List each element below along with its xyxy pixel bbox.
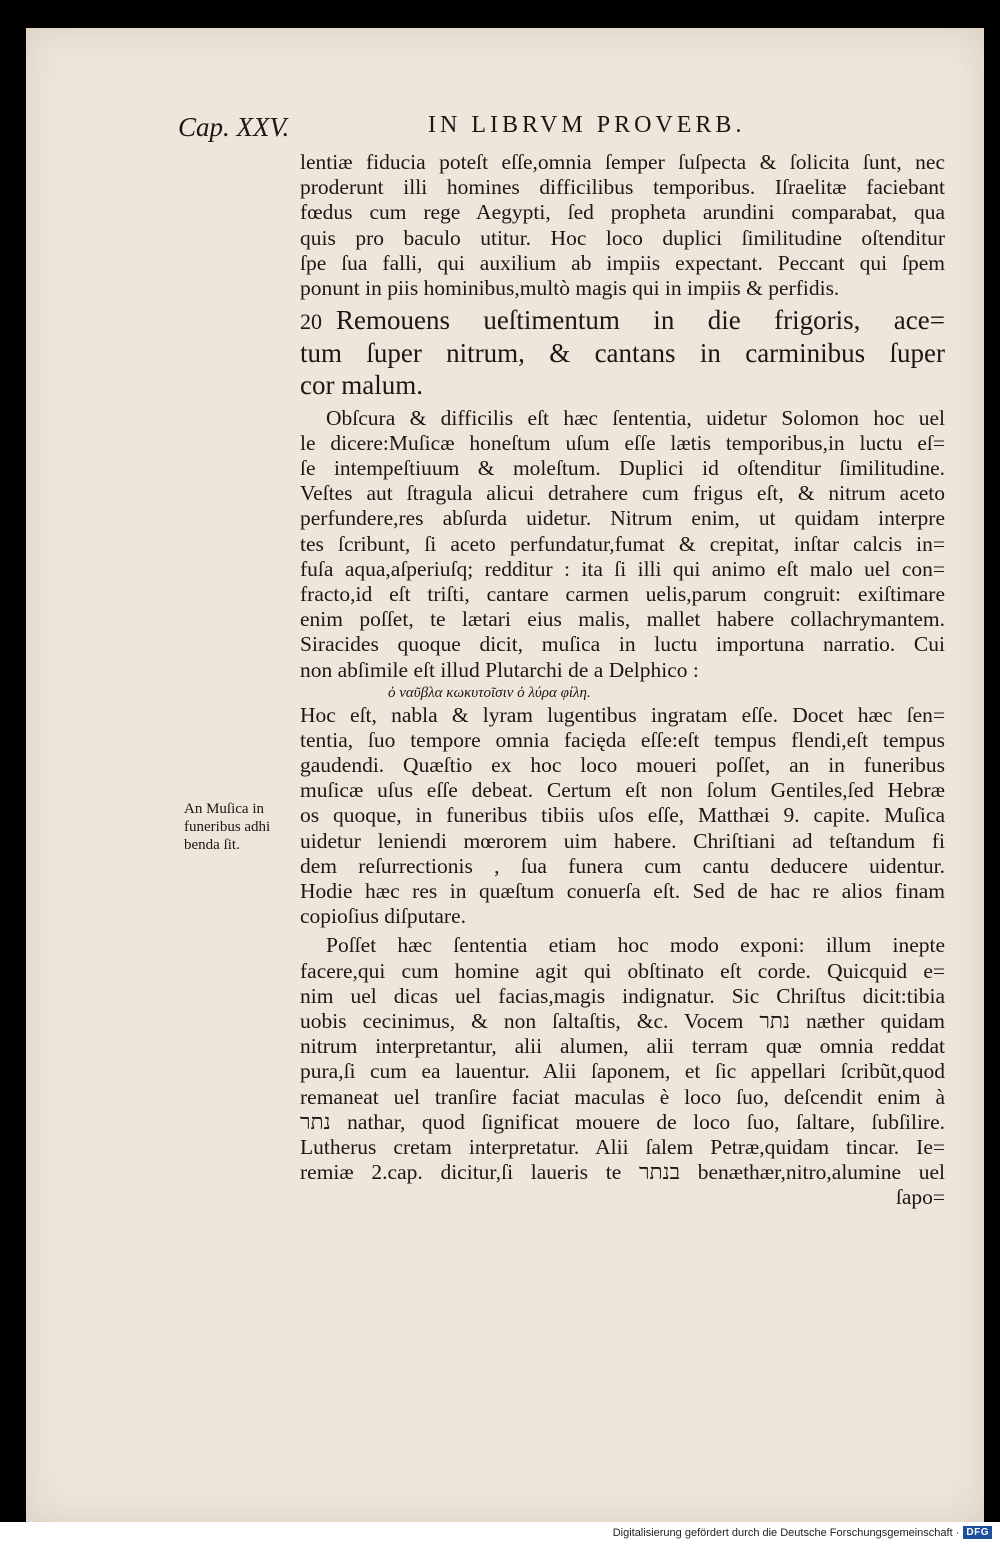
text-line: lentiæ fiducia poteſt eſſe,omnia ſemper ſuſpecta & ſolicita ſunt, nec	[300, 150, 945, 174]
text-line: non abſimile eſt illud Plutarchi de a Delphico :	[300, 657, 699, 682]
text-line: ſpe ſua falli, qui auxilium ab impiis expectant. Peccant qui ſpem	[300, 250, 945, 275]
text-line: quis pro baculo utitur. Hoc loco duplici ſimilitudine oſtenditur	[300, 225, 945, 250]
marginal-line: benda ſit.	[184, 837, 240, 853]
text-line: remiæ 2.cap. dicitur,ſi laueris te בנתר benæthær,nitro,alumine uel	[300, 1160, 946, 1185]
text-line: nim uel dicas uel facias,magis indignatur. Sic Chriſtus dicit:tibia	[300, 983, 945, 1008]
text-line: נתר nathar, quod ſignificat mouere de loco ſuo, ſaltare, ſubſilire.	[300, 1109, 945, 1134]
text-line: Obſcura & difficilis eſt hæc ſententia, uidetur Solomon hoc uel	[326, 405, 945, 430]
marginal-line: funeribus adhi	[184, 819, 271, 835]
text-line: ponunt in piis hominibus,multò magis qui in impiis & perfidis.	[300, 275, 840, 300]
paragraph-4	[300, 933, 945, 1210]
text-line: Siracides quoque dicit, muſica in luctu importuna narratio. Cui	[300, 632, 945, 657]
text-line: Hodie hæc res in quæſtum conuerſa eſt. Sed de hac re alios finam	[300, 879, 945, 903]
text-line: uidetur leniendi mœrorem uim habere. Chriſtiani ad teſtandum fi	[300, 828, 945, 853]
text-line: le dicere:Muſicæ honeſtum uſum eſſe lætis temporibus,in luctu eſ=	[300, 430, 945, 455]
text-line: Hoc eſt, nabla & lyram lugentibus ingratam eſſe. Docet hæc ſen=	[300, 702, 945, 727]
text-line: remaneat uel tranſire faciat maculas è loco ſuo, deſcendit enim à	[300, 1084, 945, 1109]
text-line: copioſius diſputare.	[300, 904, 466, 929]
running-head	[178, 112, 828, 152]
text-line: dem reſurrectionis , ſua funera cum cantu deducere uidentur.	[300, 853, 945, 878]
text-line: pura,ſi cum ea lauentur. Alii ſaponem, et ſic appellari ſcribũt,quod	[300, 1059, 945, 1084]
text-line: proderunt illi homines difficilibus temporibus. Iſraelitæ faciebant	[300, 175, 945, 200]
verse-number: 20	[300, 309, 322, 335]
verse-line	[300, 304, 945, 337]
text-line: facere,qui cum homine agit qui obſtinato eſt corde. Quicquid e=	[300, 958, 945, 983]
text-line: ſe intempeſtiuum & moleſtum. Duplici id oſtenditur ſimilitudine.	[300, 456, 945, 480]
text-line: Poſſet hæc ſententia etiam hoc modo exponi: illum inepte	[326, 933, 945, 958]
verse-text: Remouens ueſtimentum in die frigoris, ace=	[336, 305, 945, 336]
verse-line: cor malum.	[300, 370, 423, 401]
marginal-note	[184, 800, 299, 854]
footer-credit: Digitalisierung gefördert durch die Deutsche Forschungsgemeinschaft	[612, 1526, 953, 1539]
chapter-label: Cap. XXV.	[178, 112, 290, 142]
text-line: os quoque, in funeribus tibiis uſos eſſe, Matthæi 9. capite. Muſica	[300, 803, 945, 828]
text-line: muſicæ uſus eſſe debeat. Certum eſt non ſolum Gentiles,ſed Hebræ	[300, 778, 945, 803]
verse-line: tum ſuper nitrum, & cantans in carminibus ſuper	[300, 337, 945, 368]
text-line: nitrum interpretantur, alii alumen, alii terram quæ omnia reddat	[300, 1034, 945, 1059]
text-line: fuſa aqua,aſperiuſq; redditur : ita ſi illi qui animo eſt malo uel con=	[300, 556, 945, 581]
verse-20	[300, 304, 945, 402]
paragraph-2	[300, 406, 945, 683]
text-line: tentia, ſuo tempore omnia facięda eſſe:eſt tempus flendi,eſt tempus	[300, 727, 945, 752]
text-line: uobis cecinimus, & non ſaltaſtis, &c. Vocem נתר næther quidam	[300, 1008, 945, 1033]
marginal-line: An Muſica in	[184, 801, 264, 817]
text-line: perfundere,res abſurda uidetur. Nitrum enim, ut quidam interpre	[300, 506, 945, 531]
text-line: Veſtes aut ſtragula alicui detrahere cum frigus eſt, & nitrum aceto	[300, 481, 945, 506]
paragraph-1	[300, 150, 945, 301]
text-line: Lutherus cretam interpretatur. Alii ſalem Petræ,quidam tincar. Ie=	[300, 1134, 945, 1159]
greek-quote: ὁ ναῦβλα κωκυτοῖσιν ὁ λύρα φίλη.	[388, 684, 591, 701]
main-text	[300, 150, 945, 1210]
catchword: ſapo=	[895, 1185, 945, 1210]
text-line: fœdus cum rege Aegypti, ſed propheta arundini comparabat, qua	[300, 200, 945, 225]
text-line: enim poſſet, te lætari eius malis, mallet habere collachrymantem.	[300, 607, 945, 632]
text-line: gaudendi. Quæſtio ex hoc loco moueri poſſet, an in funeribus	[300, 753, 945, 778]
text-line: tes ſcribunt, ſi aceto perfundatur,fumat & crepitat, inſtar calcis in=	[300, 531, 945, 556]
book-title: IN LIBRVM PROVERB.	[428, 112, 746, 138]
footer-bar: Digitalisierung gefördert durch die Deutsche Forschungsgemeinschaft · DFG	[0, 1522, 1000, 1543]
paragraph-3	[300, 703, 945, 930]
text-line: fracto,id eſt triſti, cantare carmen uelis,parum congruit: exiſtimare	[300, 581, 945, 606]
dfg-logo: DFG	[963, 1526, 992, 1539]
